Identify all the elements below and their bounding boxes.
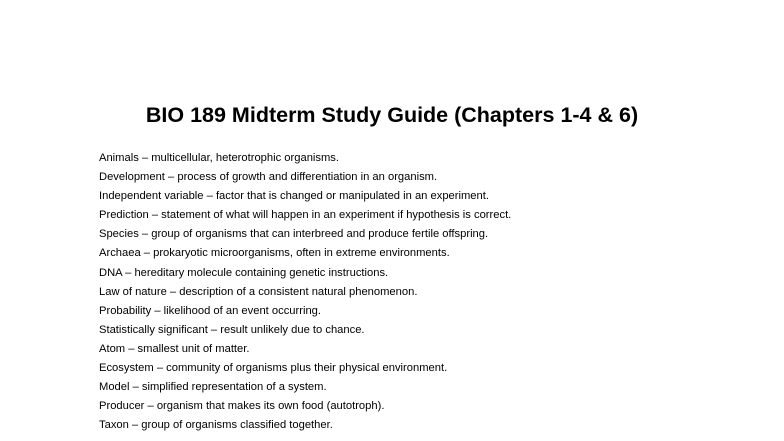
term-item: Model – simplified representation of a system. xyxy=(99,381,327,394)
term-item: Independent variable – factor that is changed or manipulated in an experiment. xyxy=(99,190,489,203)
term-item: Law of nature – description of a consistent natural phenomenon. xyxy=(99,285,418,298)
term-list xyxy=(99,149,511,435)
term-item: DNA – hereditary molecule containing genetic instructions. xyxy=(99,266,389,279)
term-item: Statistically significant – result unlikely due to chance. xyxy=(99,323,365,336)
term-item: Species – group of organisms that can interbreed and produce fertile offspring. xyxy=(99,228,489,241)
term-item: Development – process of growth and differentiation in an organism. xyxy=(99,171,438,184)
term-item: Animals – multicellular, heterotrophic organisms. xyxy=(99,152,340,164)
term-item: Atom – smallest unit of matter. xyxy=(99,342,250,355)
term-item: Probability – likelihood of an event occurring. xyxy=(99,304,322,317)
term-item: Producer – organism that makes its own food (autotroph). xyxy=(99,400,385,413)
term-item: Prediction – statement of what will happen in an experiment if hypothesis is correct. xyxy=(99,209,512,222)
page-title: BIO 189 Midterm Study Guide (Chapters 1-4 & 6) xyxy=(145,103,639,127)
term-item: Archaea – prokaryotic microorganisms, often in extreme environments. xyxy=(99,247,450,260)
term-item: Taxon – group of organisms classified together. xyxy=(99,419,333,432)
term-item: Ecosystem – community of organisms plus their physical environment. xyxy=(99,362,448,375)
